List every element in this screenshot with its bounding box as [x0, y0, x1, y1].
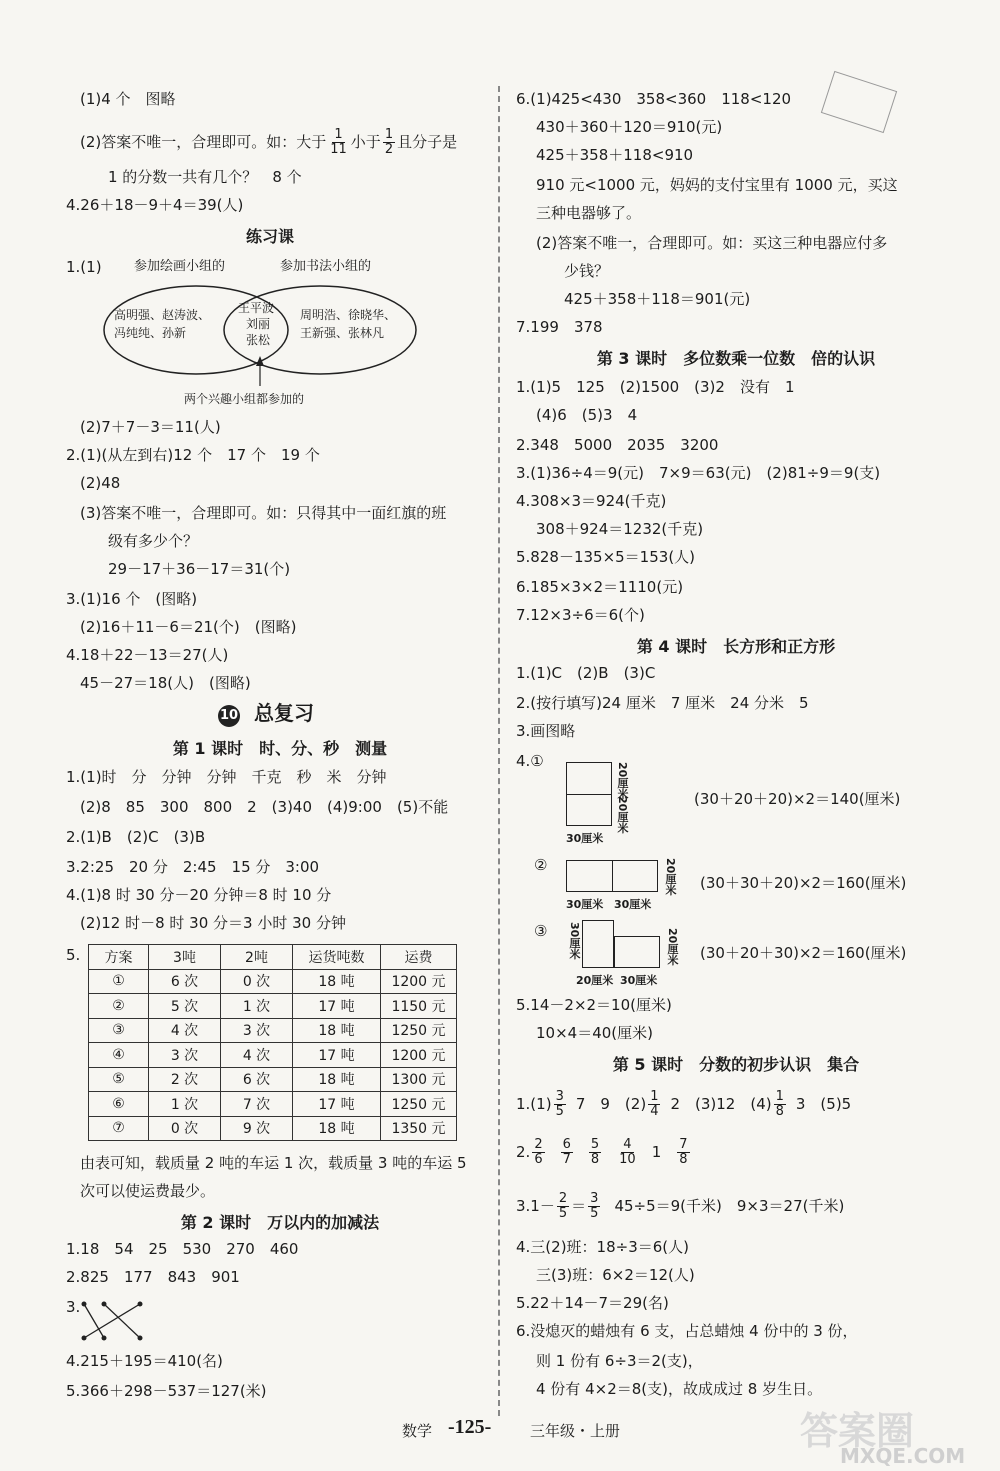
table-cell: 18 吨 — [293, 969, 381, 994]
table-row — [89, 1067, 457, 1092]
table-cell: 2 次 — [149, 1067, 221, 1092]
table-cell: 17 吨 — [293, 1092, 381, 1117]
answer-line: (2)8 85 300 800 2 (3)40 (4)9:00 (5)不能 — [80, 798, 449, 816]
side-label: 20厘米 — [664, 858, 677, 896]
table-cell: 1200 元 — [381, 969, 457, 994]
answer-line: (2)7＋7－3＝11(人) — [80, 418, 221, 436]
table-cell: 18 吨 — [293, 1116, 381, 1141]
answer-line: (4)6 (5)3 4 — [536, 406, 638, 424]
table-cell: 6 次 — [221, 1067, 293, 1092]
perimeter-equation: (30＋30＋20)×2＝160(厘米) — [700, 874, 907, 892]
answer-line: (2)16＋11－6＝21(个) (图略) — [80, 618, 297, 636]
answer-line: 45－27＝18(人) (图略) — [80, 674, 251, 692]
fraction: $\frac{1}{8}$ — [775, 1089, 784, 1119]
lesson-heading: 第 1 课时 时、分、秒 测量 — [172, 739, 388, 758]
answer-line: 次可以使运费最少。 — [80, 1182, 216, 1200]
answer-line: 由表可知，载质量 2 吨的车运 1 次，载质量 3 吨的车运 5 — [80, 1154, 467, 1172]
table-cell: 7 次 — [221, 1092, 293, 1117]
fraction: $\frac{6}{7}$ — [562, 1137, 571, 1167]
answer-line: (2)答案不唯一，合理即可。如：买这三种电器应付多 — [536, 234, 888, 252]
divider-line — [612, 860, 613, 892]
lesson-heading: 第 5 课时 分数的初步认识 集合 — [612, 1055, 860, 1074]
fraction: $\frac{7}{8}$ — [679, 1137, 688, 1167]
table-cell: ④ — [89, 1043, 149, 1068]
answer-line: 425＋358＋118<910 — [536, 146, 694, 164]
table-cell: ⑦ — [89, 1116, 149, 1141]
transport-plan-table — [88, 944, 457, 1141]
fraction: $\frac{1}{11}$ — [330, 127, 347, 157]
table-header: 运货吨数 — [293, 945, 381, 970]
answer-line: 6.没熄灭的蜡烛有 6 支，占总蜡烛 4 份中的 3 份， — [516, 1322, 858, 1340]
unit-heading — [218, 702, 314, 727]
answer-line: 少钱？ — [564, 262, 610, 280]
answer-line: 1.(1) $\frac{3}{5}$ 7 9 (2) $\frac{1}{4}$ 2 (3)12 (4) $\frac{1}{8}$ 3 (5)5 — [516, 1089, 852, 1119]
answer-line: 4.215＋195＝410(名) — [66, 1352, 223, 1370]
answer-line: 4.308×3＝924(千克) — [516, 492, 667, 510]
table-cell: 0 次 — [149, 1116, 221, 1141]
table-cell: 9 次 — [221, 1116, 293, 1141]
table-row — [89, 969, 457, 994]
table-cell: 1 次 — [221, 994, 293, 1019]
answer-line: 2. $\frac{2}{6}$ $\frac{6}{7}$ $\frac{5}{8}$ $\frac{4}{10}$ 1 $\frac{7}{8}$ — [516, 1137, 688, 1167]
table-cell: ① — [89, 969, 149, 994]
section-heading: 练习课 — [245, 227, 294, 246]
table-header-row — [89, 945, 457, 970]
table-cell: 18 吨 — [293, 1018, 381, 1043]
page-number: -125- — [448, 1416, 492, 1438]
answer-line: 则 1 份有 6÷3＝2(支)， — [536, 1352, 703, 1370]
table-row — [89, 994, 457, 1019]
table-cell: ⑤ — [89, 1067, 149, 1092]
table-cell: 3 次 — [149, 1043, 221, 1068]
column-divider — [498, 86, 500, 1416]
venn-left-names: 高明强、赵涛波、 冯纯纯、孙新 — [114, 308, 211, 340]
table-cell: 1350 元 — [381, 1116, 457, 1141]
answer-line: 3.(1)36÷4＝9(元) 7×9＝63(元) (2)81÷9＝9(支) — [516, 464, 881, 482]
fraction: $\frac{1}{4}$ — [650, 1089, 659, 1119]
answer-line: (3)答案不唯一，合理即可。如：只得其中一面红旗的班 — [80, 504, 447, 522]
fraction: $\frac{5}{8}$ — [590, 1137, 600, 1167]
answer-line: 2.(1)B (2)C (3)B — [66, 828, 206, 846]
answer-line: 4 份有 4×2＝8(支)，故成成过 8 岁生日。 — [536, 1380, 823, 1398]
table-cell: 1150 元 — [381, 994, 457, 1019]
table-cell: 18 吨 — [293, 1067, 381, 1092]
unit-title: 总复习 — [254, 701, 314, 725]
matching-lines-figure — [80, 1296, 150, 1346]
watermark-url: MXQE.COM — [840, 1444, 966, 1468]
answer-line: 308＋924＝1232(千克) — [536, 520, 704, 538]
answer-line: 4.26＋18－9＋4＝39(人) — [66, 196, 244, 214]
answer-line: 6.(1)425<430 358<360 118<120 — [516, 90, 792, 108]
perimeter-equation: (30＋20＋20)×2＝140(厘米) — [694, 790, 901, 808]
venn-middle-names: 王平波 刘丽 张松 — [238, 301, 275, 347]
answer-line: 3.1－ $\frac{2}{5}$ ＝ $\frac{3}{5}$ 45÷5＝9(千米) 9×3＝27(千米) — [516, 1191, 845, 1221]
answer-line: 级有多少个？ — [108, 532, 199, 550]
answer-line: 1.(1) — [66, 258, 102, 276]
text: 且分子是 — [397, 133, 458, 151]
footer-grade: 三年级・上册 — [530, 1422, 621, 1440]
answer-line: 4.① — [516, 752, 544, 770]
fraction: $\frac{2}{6}$ — [534, 1137, 543, 1167]
answer-line: ② — [534, 856, 548, 874]
table-row — [89, 1018, 457, 1043]
table-cell: 1300 元 — [381, 1067, 457, 1092]
table-row — [89, 1092, 457, 1117]
bottom-label: 30厘米 — [566, 898, 604, 911]
answer-line: 4.(1)8 时 30 分－20 分钟＝8 时 10 分 — [66, 886, 332, 904]
side-label: 20厘米 — [666, 928, 679, 966]
answer-line: 2.(1)(从左到右)12 个 17 个 19 个 — [66, 446, 320, 464]
table-cell: 1250 元 — [381, 1018, 457, 1043]
bottom-label: 30厘米 — [614, 898, 652, 911]
watermark-logo: 答案圈 — [800, 1409, 915, 1453]
venn-left-label: 参加绘画小组的 — [134, 259, 226, 274]
answer-line: 430＋360＋120＝910(元) — [536, 118, 723, 136]
answer-line: 4.18＋22－13＝27(人) — [66, 646, 229, 664]
table-cell: ⑥ — [89, 1092, 149, 1117]
answer-line: 3.2:25 20 分 2:45 15 分 3:00 — [66, 858, 320, 876]
table-cell: 17 吨 — [293, 994, 381, 1019]
rectangle-shape — [582, 920, 614, 968]
bottom-label: 30厘米 — [620, 974, 658, 987]
answer-line: 5. — [66, 946, 81, 964]
side-label: 20厘米 — [616, 796, 629, 834]
fraction: $\frac{2}{5}$ — [558, 1191, 568, 1221]
fraction: $\frac{4}{10}$ — [619, 1137, 636, 1167]
perimeter-equation: (30＋20＋30)×2＝160(厘米) — [700, 944, 907, 962]
table-cell: 17 吨 — [293, 1043, 381, 1068]
venn-right-label: 参加书法小组的 — [280, 259, 372, 274]
answer-line: 5.366＋298－537＝127(米) — [66, 1382, 267, 1400]
table-cell: 6 次 — [149, 969, 221, 994]
answer-line: 5.828－135×5＝153(人) — [516, 548, 696, 566]
divider-line — [566, 794, 612, 795]
table-cell: 1 次 — [149, 1092, 221, 1117]
table-header: 2吨 — [221, 945, 293, 970]
bottom-label: 20厘米 — [576, 974, 614, 987]
answer-line: 3.画图略 — [516, 722, 576, 740]
answer-line: 29－17＋36－17＝31(个) — [108, 560, 291, 578]
answer-line: (1)4 个 图略 — [80, 90, 176, 108]
table-cell: 0 次 — [221, 969, 293, 994]
answer-line: 5.22＋14－7＝29(名) — [516, 1294, 669, 1312]
answer-line: 1.(1)时 分 分钟 分钟 千克 秒 米 分钟 — [66, 768, 387, 786]
answer-line: 425＋358＋118＝901(元) — [564, 290, 751, 308]
answer-line: 7.12×3÷6＝6(个) — [516, 606, 645, 624]
fraction: $\frac{3}{5}$ — [590, 1191, 599, 1221]
text: 小于 — [350, 133, 381, 151]
answer-line: (2)12 时－8 时 30 分＝3 小时 30 分钟 — [80, 914, 346, 932]
answer-line: (2)48 — [80, 474, 121, 492]
table-row — [89, 1043, 457, 1068]
rectangle-shape — [614, 936, 660, 968]
venn-bottom-label: 两个兴趣小组都参加的 — [184, 392, 305, 406]
answer-line: 三(3)班：6×2＝12(人) — [536, 1266, 695, 1284]
table-cell: 4 次 — [221, 1043, 293, 1068]
table-cell: 1200 元 — [381, 1043, 457, 1068]
answer-line: 2.348 5000 2035 3200 — [516, 436, 719, 454]
stamp-icon — [821, 71, 897, 133]
answer-line — [80, 128, 457, 157]
table-cell: 5 次 — [149, 994, 221, 1019]
bottom-label: 30厘米 — [566, 832, 604, 845]
text: (2)答案不唯一，合理即可。如：大于 — [80, 133, 327, 151]
answer-line: 6.185×3×2＝1110(元) — [516, 578, 684, 596]
answer-line: 三种电器够了。 — [536, 204, 642, 222]
side-label: 30厘米 — [568, 922, 581, 960]
side-label: 20厘米 — [616, 762, 629, 800]
answer-line: 3. — [66, 1298, 81, 1316]
table-row — [89, 1116, 457, 1141]
answer-line: 3.(1)16 个 (图略) — [66, 590, 198, 608]
answer-line: 910 元<1000 元，妈妈的支付宝里有 1000 元，买这 — [536, 176, 898, 194]
table-cell: ③ — [89, 1018, 149, 1043]
answer-line: 2.825 177 843 901 — [66, 1268, 240, 1286]
table-cell: 1250 元 — [381, 1092, 457, 1117]
answer-line: 1.(1)C (2)B (3)C — [516, 664, 656, 682]
answer-line: 1 的分数一共有几个？ 8 个 — [108, 168, 302, 186]
table-cell: ② — [89, 994, 149, 1019]
lesson-heading: 第 4 课时 长方形和正方形 — [636, 637, 836, 656]
fraction: $\frac{1}{2}$ — [384, 127, 394, 157]
table-cell: 3 次 — [221, 1018, 293, 1043]
unit-number-badge: 10 — [218, 705, 240, 727]
footer-subject: 数学 — [402, 1422, 433, 1440]
venn-right-names: 周明浩、徐晓华、 王新强、张林凡 — [300, 308, 397, 340]
table-cell: 4 次 — [149, 1018, 221, 1043]
answer-line: 4.三(2)班：18÷3＝6(人) — [516, 1238, 690, 1256]
answer-line: 1.(1)5 125 (2)1500 (3)2 没有 1 — [516, 378, 795, 396]
answer-line: 2.(按行填写)24 厘米 7 厘米 24 分米 5 — [516, 694, 809, 712]
fraction: $\frac{3}{5}$ — [555, 1089, 564, 1119]
answer-line: 7.199 378 — [516, 318, 603, 336]
answer-line: 5.14－2×2＝10(厘米) — [516, 996, 672, 1014]
answer-line: 1.18 54 25 530 270 460 — [66, 1240, 299, 1258]
answer-line: 10×4＝40(厘米) — [536, 1024, 653, 1042]
table-header: 运费 — [381, 945, 457, 970]
table-header: 3吨 — [149, 945, 221, 970]
answer-line: ③ — [534, 922, 548, 940]
table-header: 方案 — [89, 945, 149, 970]
lesson-heading: 第 2 课时 万以内的加减法 — [180, 1213, 380, 1232]
lesson-heading: 第 3 课时 多位数乘一位数 倍的认识 — [596, 349, 876, 368]
